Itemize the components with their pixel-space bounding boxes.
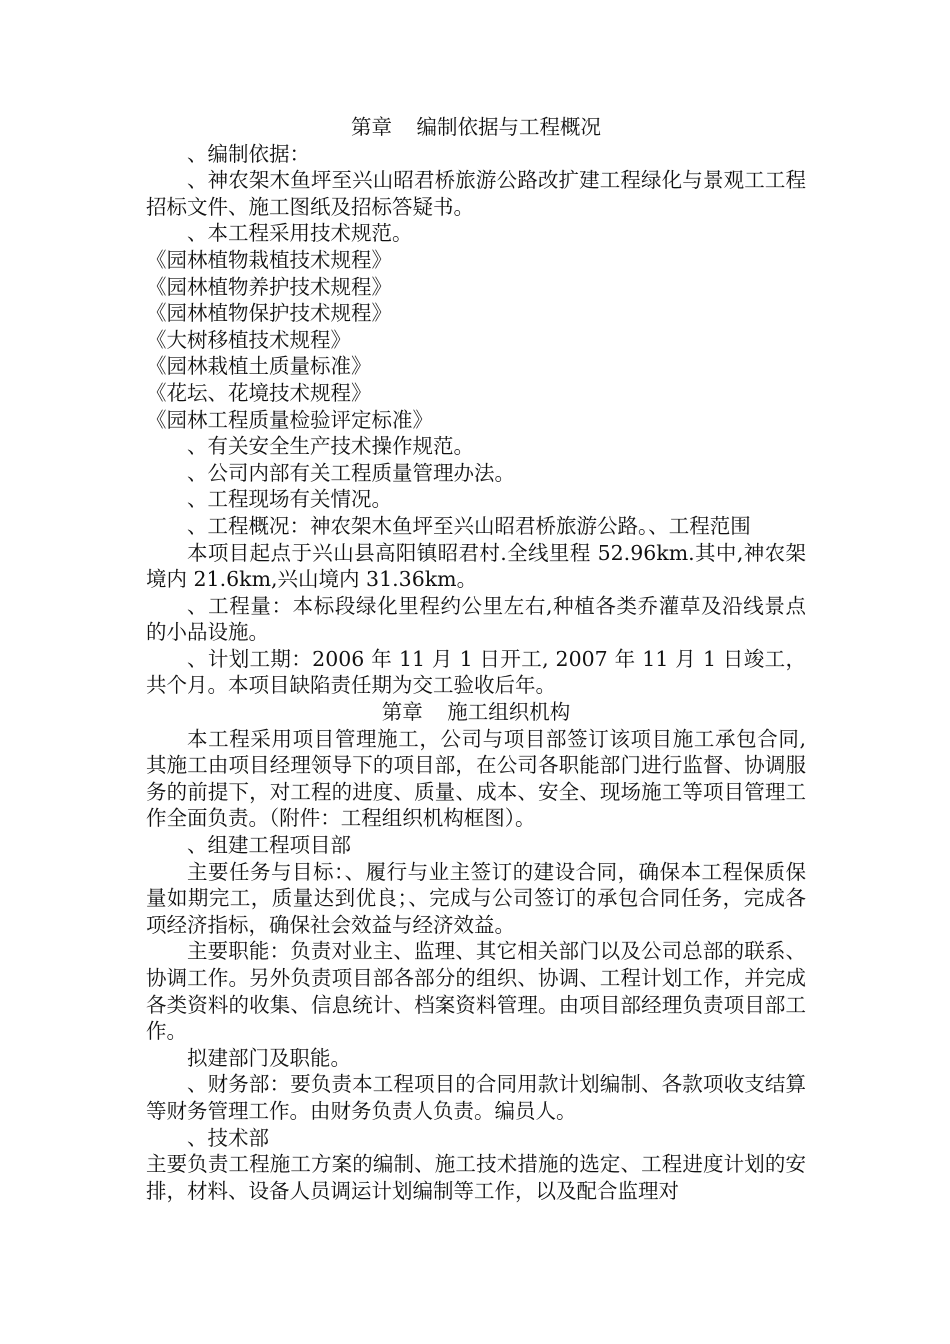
- basis-item-1: 、神农架木鱼坪至兴山昭君桥旅游公路改扩建工程绿化与景观工工程招标文件、施工图纸及招标答疑书。: [146, 168, 806, 219]
- chapter-2-heading: [146, 699, 806, 726]
- org-build-heading: 、组建工程项目部: [187, 833, 351, 858]
- finance-paragraph: 、财务部：要负责本工程项目的合同用款计划编制、各款项收支结算等财务管理工作。由财务负责人负责。编员人。: [146, 1072, 806, 1123]
- basis-item-3: 、有关安全生产技术操作规范。: [187, 434, 474, 459]
- chapter-1-heading: [146, 114, 806, 141]
- chapter-1-title: 编制依据与工程概况: [416, 115, 602, 139]
- departments-heading: 拟建部门及职能。: [187, 1045, 351, 1070]
- tasks-paragraph: 主要任务与目标：、履行与业主签订的建设合同，确保本工程保质保量如期完工，质量达到优良；、完成与公司签订的承包合同任务，完成各项经济指标，确保社会效益与经济效益。: [146, 859, 806, 937]
- chapter-2-title: 施工组织机构: [447, 700, 571, 725]
- overview-paragraph: 、工程概况：神农架木鱼坪至兴山昭君桥旅游公路。、工程范围: [187, 513, 751, 538]
- duties-paragraph: 主要职能：负责对业主、监理、其它相关部门以及公司总部的联系、协调工作。另外负责项目部各部分的组织、协调、工程计划工作，并完成各类资料的收集、信息统计、档案资料管理。由项目部经理负责项目部工作。: [146, 939, 806, 1044]
- basis-heading: 、编制依据：: [187, 141, 310, 166]
- spec-item: 《园林栽植土质量标准》: [146, 354, 372, 379]
- chapter-1-prefix: 第章: [350, 115, 392, 139]
- quantity-paragraph: 、工程量：本标段绿化里程约公里左右,种植各类乔灌草及沿线景点的小品设施。: [146, 593, 806, 645]
- tech-paragraph: 主要负责工程施工方案的编制、施工技术措施的选定、工程进度计划的安排，材料、设备人员调运计划编制等工作，以及配合监理对: [146, 1152, 806, 1203]
- spec-item: 《园林工程质量检验评定标准》: [146, 407, 433, 432]
- schedule-paragraph: 、计划工期：2006 年 11 月 1 日开工, 2007 年 11 月 1 日竣工，共个月。本项目缺陷责任期为交工验收后年。: [146, 646, 806, 698]
- document-page: [146, 114, 806, 1204]
- basis-item-2: 、本工程采用技术规范。: [187, 221, 413, 246]
- basis-item-4: 、公司内部有关工程质量管理办法。: [187, 460, 515, 485]
- org-intro-paragraph: 本工程采用项目管理施工，公司与项目部签订该项目施工承包合同,其施工由项目经理领导下的项目部，在公司各职能部门进行监督、协调服务的前提下，对工程的进度、质量、成本、安全、现场施工等项目管理工作全面负责。（附件：工程组织机构框图）。: [146, 726, 806, 831]
- scope-paragraph: 本项目起点于兴山县高阳镇昭君村.全线里程 52.96km.其中,神农架境内 21.6km,兴山境内 31.36km。: [146, 540, 806, 592]
- spec-item: 《园林植物保护技术规程》: [146, 301, 392, 326]
- spec-item: 《花坛、花境技术规程》: [146, 380, 372, 405]
- spec-item: 《园林植物养护技术规程》: [146, 274, 392, 299]
- basis-item-5: 、工程现场有关情况。: [187, 487, 392, 512]
- tech-heading: 、技术部: [187, 1125, 269, 1150]
- spec-item: 《大树移植技术规程》: [146, 327, 351, 352]
- chapter-2-prefix: 第章: [381, 700, 423, 725]
- spec-item: 《园林植物栽植技术规程》: [146, 247, 392, 272]
